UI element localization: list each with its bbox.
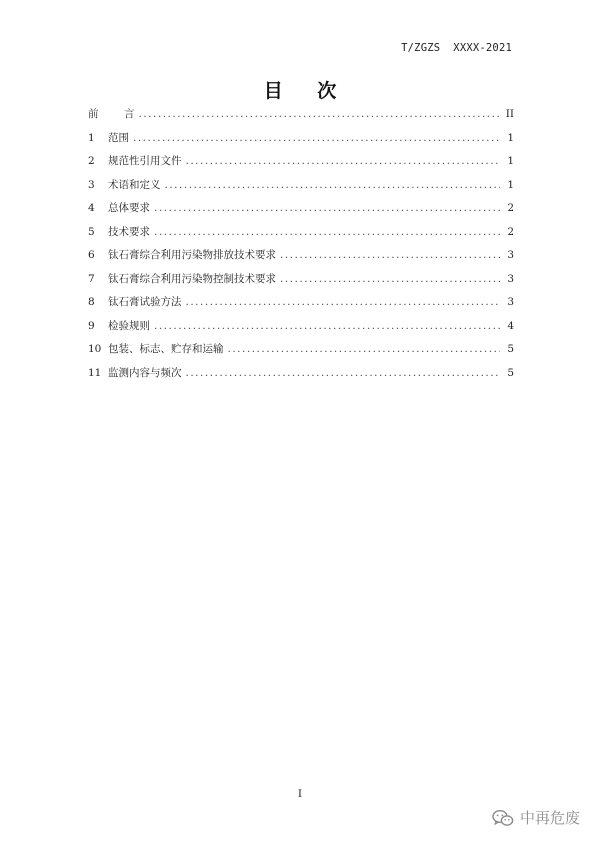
toc-leader-dots — [154, 320, 500, 332]
table-of-contents — [88, 106, 514, 388]
toc-entry-label: 钛石膏综合利用污染物控制技术要求 — [108, 272, 276, 285]
toc-entry-terms-definitions[interactable] — [88, 177, 514, 201]
toc-entry-page: 4 — [507, 319, 514, 332]
toc-entry-label: 检验规则 — [108, 319, 150, 332]
toc-leader-dots — [165, 179, 501, 191]
toc-entry-label: 钛石膏试验方法 — [108, 296, 182, 308]
toc-entry-technical-requirements[interactable] — [88, 224, 514, 248]
toc-entry-label: 总体要求 — [108, 202, 150, 214]
toc-entry-label: 包装、标志、贮存和运输 — [108, 343, 224, 355]
toc-entry-emission-requirements[interactable] — [88, 247, 514, 271]
toc-entry-page: 2 — [507, 202, 514, 214]
toc-entry-page: 1 — [507, 155, 514, 167]
toc-entry-number: 9 — [88, 319, 95, 332]
toc-entry-control-requirements[interactable] — [88, 271, 514, 295]
toc-entry-number: 5 — [88, 225, 95, 238]
toc-leader-dots — [154, 202, 500, 214]
toc-entry-number: 4 — [88, 202, 95, 214]
toc-entry-number: 11 — [88, 366, 102, 379]
document-code: T/ZGZS XXXX-2021 — [401, 42, 512, 54]
toc-entry-number: 10 — [88, 343, 102, 355]
toc-entry-page: 1 — [507, 131, 514, 144]
toc-entry-page: 1 — [507, 178, 514, 191]
toc-entry-label: 言 — [124, 108, 135, 120]
toc-entry-test-methods[interactable] — [88, 294, 514, 318]
toc-entry-normative-references[interactable] — [88, 153, 514, 177]
toc-leader-dots — [280, 273, 500, 285]
toc-leader-dots — [154, 226, 500, 238]
toc-entry-label: 范围 — [108, 131, 129, 144]
toc-entry-number: 3 — [88, 178, 95, 191]
toc-entry-label: 术语和定义 — [108, 178, 161, 191]
toc-entry-number: 1 — [88, 131, 95, 144]
toc-title: 目 次 — [263, 80, 351, 102]
toc-entry-number: 前 — [88, 108, 99, 120]
toc-entry-page: 5 — [507, 343, 514, 355]
toc-entry-label: 钛石膏综合利用污染物排放技术要求 — [108, 249, 276, 261]
toc-entry-inspection-rules[interactable] — [88, 318, 514, 342]
toc-entry-number: 8 — [88, 296, 95, 308]
toc-entry-page: 3 — [507, 272, 514, 285]
toc-entry-page: 3 — [507, 296, 514, 308]
toc-entry-label: 技术要求 — [108, 225, 150, 238]
toc-leader-dots — [280, 249, 500, 261]
watermark-text: 中再危废 — [519, 809, 580, 827]
toc-leader-dots — [228, 343, 501, 355]
toc-entry-page: 2 — [507, 225, 514, 238]
toc-leader-dots — [186, 296, 501, 308]
toc-entry-number: 2 — [88, 155, 95, 167]
toc-entry-page: 5 — [507, 366, 514, 379]
toc-entry-monitoring[interactable] — [88, 365, 514, 389]
watermark — [492, 807, 580, 828]
toc-entry-number: 7 — [88, 272, 95, 285]
toc-entry-foreword[interactable] — [88, 106, 514, 130]
wechat-icon — [492, 809, 514, 827]
toc-entry-number: 6 — [88, 249, 95, 261]
toc-leader-dots — [139, 108, 501, 120]
toc-entry-general-requirements[interactable] — [88, 200, 514, 224]
toc-entry-page: II — [505, 108, 514, 120]
toc-leader-dots — [186, 155, 501, 167]
toc-entry-page: 3 — [507, 249, 514, 261]
toc-entry-packaging-transport[interactable] — [88, 341, 514, 365]
toc-entry-label: 规范性引用文件 — [108, 155, 182, 167]
toc-entry-scope[interactable] — [88, 130, 514, 154]
page-number: I — [297, 788, 303, 800]
toc-leader-dots — [133, 132, 500, 144]
toc-leader-dots — [186, 367, 501, 379]
toc-entry-label: 监测内容与频次 — [108, 366, 182, 379]
